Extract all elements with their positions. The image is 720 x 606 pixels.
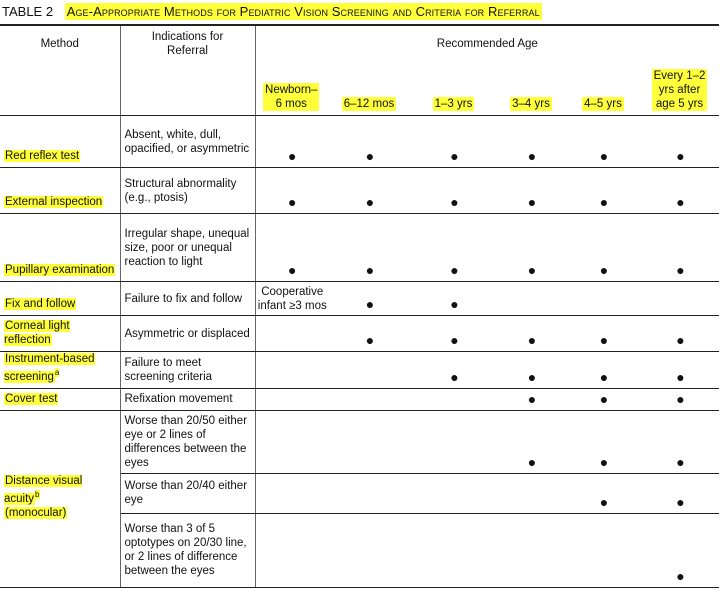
indications-header: Indications for Referral: [120, 25, 255, 61]
empty-cell: [498, 282, 566, 316]
footnote-marker: a: [54, 368, 60, 377]
empty-cell: [329, 388, 411, 410]
recommended-dot: ●: [411, 116, 498, 168]
table-heading: Age-Appropriate Methods for Pediatric Vision Screening and Criteria for Referral: [66, 4, 540, 19]
recommended-dot: ●: [411, 168, 498, 214]
method-cell: [0, 388, 120, 410]
age-header-newborn: Newborn– 6 mos: [255, 61, 329, 116]
table-row: [0, 168, 719, 214]
empty-cell: [255, 316, 329, 352]
recommended-dot: ●: [566, 352, 642, 389]
empty-cell: [566, 282, 642, 316]
age-header-1-3-yrs: 1–3 yrs: [411, 61, 498, 116]
recommended-dot: ●: [498, 316, 566, 352]
recommended-dot: ●: [566, 168, 642, 214]
recommended-dot: ●: [498, 116, 566, 168]
method-label: Corneal light reflection: [4, 320, 70, 346]
recommended-age-header: Recommended Age: [255, 25, 719, 61]
empty-cell: [255, 388, 329, 410]
method-label: Cover test: [5, 392, 58, 405]
age-header-4-5-yrs: 4–5 yrs: [566, 61, 642, 116]
recommended-dot: ●: [411, 316, 498, 352]
empty-cell: [255, 352, 329, 389]
empty-cell: [255, 513, 329, 587]
indication-cell: Refixation movement: [120, 388, 255, 410]
recommended-dot: ●: [566, 214, 642, 282]
header-row-ages: [0, 61, 719, 116]
table-row: [0, 116, 719, 168]
indication-cell: Worse than 3 of 5 optotypes on 20/30 line, or 2 lines of difference between the eyes: [120, 513, 255, 587]
indication-cell: Worse than 20/40 either eye: [120, 473, 255, 513]
indication-cell: Asymmetric or displaced: [120, 316, 255, 352]
method-label: Fix and follow: [5, 298, 76, 310]
empty-cell: [255, 473, 329, 513]
header-row-top: [0, 25, 719, 61]
table-row: [0, 410, 719, 473]
recommended-dot: ●: [411, 282, 498, 316]
empty-cell: [411, 473, 498, 513]
recommended-dot: ●: [642, 168, 719, 214]
recommended-dot: ●: [566, 316, 642, 352]
recommended-dot: ●: [411, 214, 498, 282]
table-row: [0, 282, 719, 316]
age-header-every-1-2-yrs: Every 1–2 yrs after age 5 yrs: [642, 61, 719, 116]
empty-cell: [329, 352, 411, 389]
method-header: Method: [0, 25, 120, 61]
empty-cell: [498, 513, 566, 587]
recommended-dot: ●: [566, 388, 642, 410]
method-label: Instrument-based screening: [4, 353, 95, 383]
table-row: [0, 214, 719, 282]
vision-screening-table: [0, 24, 719, 588]
recommended-dot: ●: [329, 168, 411, 214]
indication-cell: Structural abnormality (e.g., ptosis): [120, 168, 255, 214]
empty-cell: [255, 410, 329, 473]
empty-cell: [411, 410, 498, 473]
age-header-3-4-yrs: 3–4 yrs: [498, 61, 566, 116]
table-row: [0, 316, 719, 352]
recommended-dot: ●: [642, 473, 719, 513]
indication-cell: Failure to meet screening criteria: [120, 352, 255, 389]
method-cell: [0, 116, 120, 168]
empty-cell: [498, 473, 566, 513]
recommended-dot: ●: [329, 316, 411, 352]
method-label: Red reflex test: [5, 150, 80, 162]
method-cell: [0, 316, 120, 352]
table-row: [0, 352, 719, 389]
recommended-dot: ●: [255, 214, 329, 282]
empty-cell: [329, 473, 411, 513]
recommended-dot: ●: [498, 410, 566, 473]
recommended-dot: ●: [642, 352, 719, 389]
recommended-dot: ●: [642, 410, 719, 473]
method-label: Distance visual acuity: [4, 474, 83, 505]
table-number: TABLE 2: [2, 4, 54, 19]
recommended-dot: ●: [329, 214, 411, 282]
indication-cell: Irregular shape, unequal size, poor or unequal reaction to light: [120, 214, 255, 282]
recommended-dot: ●: [566, 116, 642, 168]
method-cell: [0, 352, 120, 389]
recommended-dot: ●: [255, 116, 329, 168]
empty-cell: [329, 410, 411, 473]
empty-cell: [411, 513, 498, 587]
recommended-dot: ●: [498, 214, 566, 282]
footnote-marker: b: [35, 489, 40, 499]
indication-cell: Absent, white, dull, opacified, or asymmetric: [120, 116, 255, 168]
method-suffix: (monocular): [5, 506, 67, 519]
empty-cell: [329, 513, 411, 587]
recommended-dot: ●: [642, 214, 719, 282]
empty-cell: [566, 513, 642, 587]
method-cell: [0, 168, 120, 214]
method-cell: [0, 410, 120, 587]
age-header-6-12-mos: 6–12 mos: [329, 61, 411, 116]
method-cell: [0, 214, 120, 282]
recommended-dot: ●: [642, 513, 719, 587]
indication-cell: Worse than 20/50 either eye or 2 lines of differences between the eyes: [120, 410, 255, 473]
table-title: [2, 2, 542, 22]
recommended-dot: ●: [255, 168, 329, 214]
recommended-dot: ●: [498, 388, 566, 410]
method-label: Pupillary examination: [5, 264, 115, 276]
indication-cell: Failure to fix and follow: [120, 282, 255, 316]
recommended-dot: ●: [642, 388, 719, 410]
recommended-dot: ●: [566, 410, 642, 473]
recommended-dot: ●: [566, 473, 642, 513]
method-cell: [0, 282, 120, 316]
recommended-dot: ●: [642, 316, 719, 352]
recommended-dot: ●: [329, 282, 411, 316]
method-label: External inspection: [5, 196, 103, 208]
age-note: Cooperative infant ≥3 mos: [255, 282, 329, 316]
recommended-dot: ●: [411, 352, 498, 389]
recommended-dot: ●: [498, 168, 566, 214]
recommended-dot: ●: [498, 352, 566, 389]
table-row: [0, 388, 719, 410]
empty-cell: [642, 282, 719, 316]
recommended-dot: ●: [329, 116, 411, 168]
recommended-dot: ●: [642, 116, 719, 168]
empty-cell: [411, 388, 498, 410]
